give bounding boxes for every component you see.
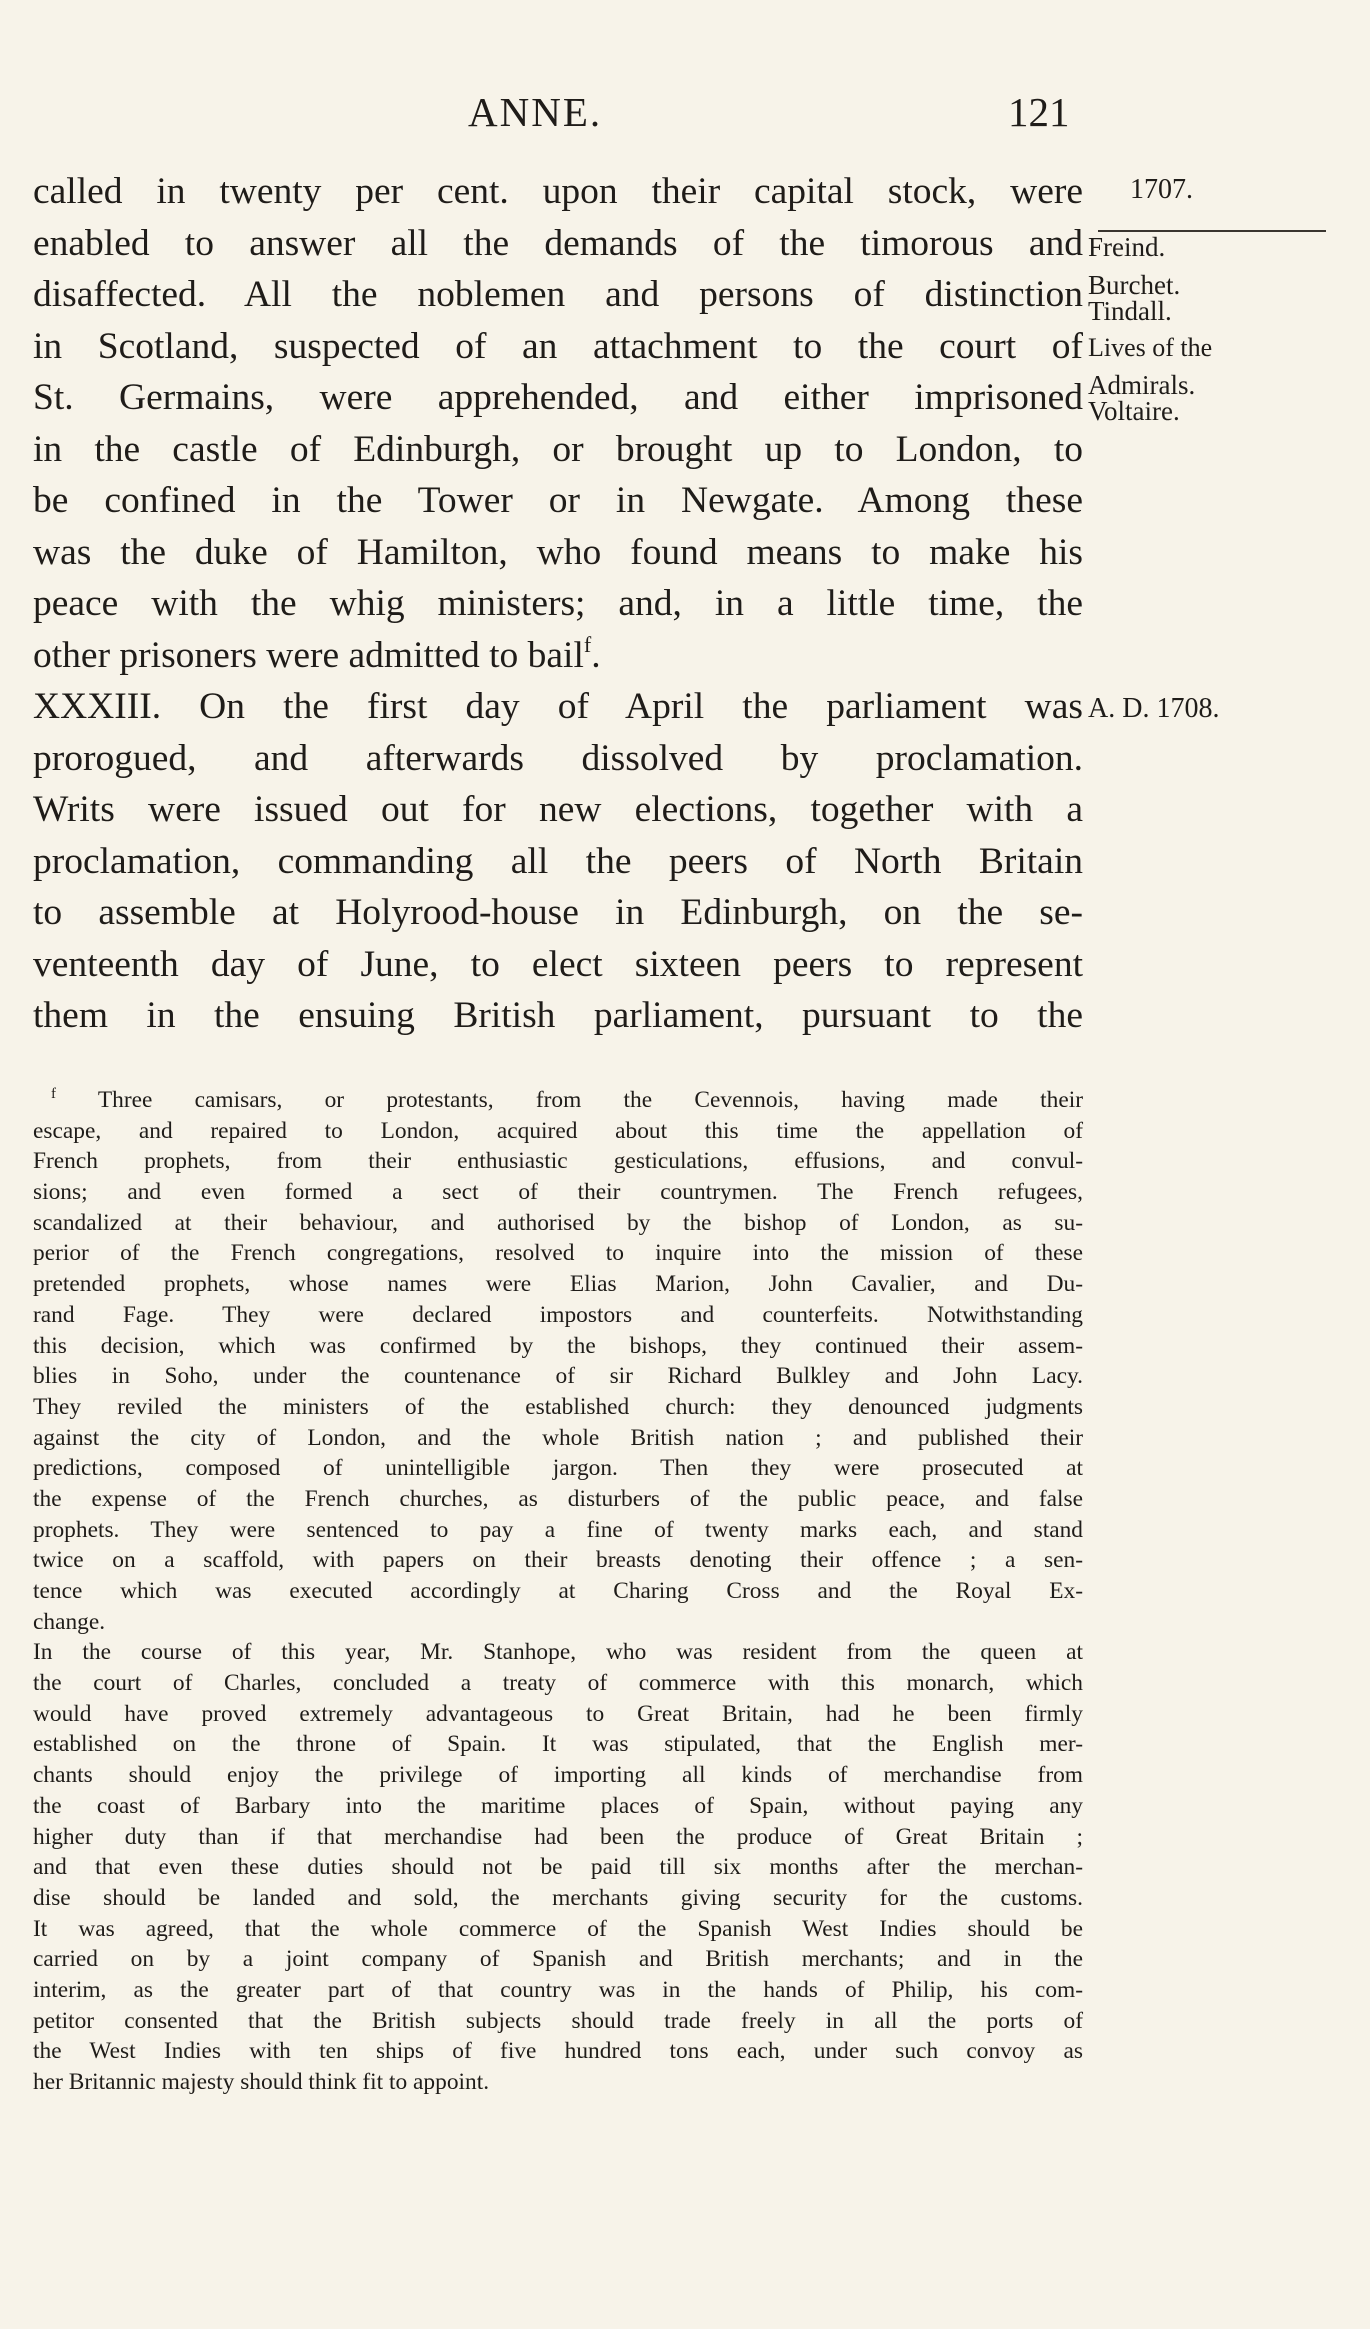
footnote-line: interim, as the greater part of that country was in the hands of Philip, his com- [33, 1976, 1083, 2003]
footnote-line: chants should enjoy the privilege of importing all kinds of merchandise from [33, 1762, 1083, 1789]
margin-date: A. D. 1708. [1088, 693, 1220, 724]
margin-source: Tindall. [1088, 296, 1172, 326]
text-line: to assemble at Holyrood-house in Edinburgh, on the se- [33, 892, 1083, 933]
footnote-line: the coast of Barbary into the maritime places of Spain, without paying any [33, 1792, 1083, 1819]
text-line [33, 630, 1083, 682]
text-fragment: . [591, 634, 601, 676]
footnote-line: pretended prophets, whose names were Elias Marion, John Cavalier, and Du- [33, 1271, 1083, 1298]
footnote-line: petitor consented that the British subjects should trade freely in all the ports of [33, 2007, 1083, 2034]
footnote-line: tence which was executed accordingly at Charing Cross and the Royal Ex- [33, 1578, 1083, 1604]
text-line: disaffected. All the noblemen and persons of distinction [33, 274, 1083, 315]
text-line: in the castle of Edinburgh, or brought up to London, to [33, 428, 1083, 470]
footnote-line: dise should be landed and sold, the merchants giving security for the customs. [33, 1884, 1083, 1911]
text-line: St. Germains, were apprehended, and either imprisoned [33, 377, 1083, 418]
footnote-marker: f [51, 1086, 56, 1102]
footnote-line [33, 1085, 1083, 1116]
margin-source: Voltaire. [1088, 396, 1180, 426]
text-fragment: other prisoners were admitted to bail [33, 634, 584, 676]
footnote-line: change. [33, 1608, 106, 1635]
footnote-line: In the course of this year, Mr. Stanhope, who was resident from the queen at [33, 1639, 1083, 1666]
footnote-line: her Britannic majesty should think fit to appoint. [33, 2069, 490, 2095]
section-heading-line: XXXIII. On the first day of April the parliament was [33, 686, 1083, 727]
text-line: peace with the whig ministers; and, in a little time, the [33, 583, 1083, 624]
footnote-line: sions; and even formed a sect of their countrymen. The French refugees, [33, 1179, 1083, 1206]
main-text [33, 166, 1083, 1042]
margin-source: Burchet. [1088, 270, 1181, 300]
text-line: was the duke of Hamilton, who found means to make his [33, 531, 1083, 573]
text-line: be confined in the Tower or in Newgate. Among these [33, 480, 1083, 521]
page-number: 121 [1008, 89, 1070, 135]
footnote-line: perior of the French congregations, resolved to inquire into the mission of these [33, 1240, 1083, 1267]
footnote-line: rand Fage. They were declared impostors and counterfeits. Notwithstanding [33, 1301, 1083, 1328]
text-line: them in the ensuing British parliament, pursuant to the [33, 995, 1083, 1036]
footnotes [33, 1085, 1083, 2098]
footnote-line: escape, and repaired to London, acquired about this time the appellation of [33, 1117, 1083, 1144]
text-line: enabled to answer all the demands of the timorous and [33, 222, 1083, 264]
text-line: Writs were issued out for new elections, together with a [33, 789, 1083, 830]
footnote-line: and that even these duties should not be paid till six months after the merchan- [33, 1854, 1083, 1881]
footnote-line: the West Indies with ten ships of five hundred tons each, under such convoy as [33, 2038, 1083, 2065]
footnote-line: prophets. They were sentenced to pay a fine of twenty marks each, and stand [33, 1516, 1083, 1543]
footnote-line: higher duty than if that merchandise had been the produce of Great Britain ; [33, 1823, 1083, 1850]
footnote-line: carried on by a joint company of Spanish and British merchants; and in the [33, 1946, 1083, 1973]
text-line: in Scotland, suspected of an attachment to the court of [33, 325, 1083, 367]
text-line: called in twenty per cent. upon their capital stock, were [33, 171, 1083, 212]
text-line: proclamation, commanding all the peers of North Britain [33, 840, 1083, 882]
margin-year: 1707. [1130, 174, 1193, 205]
page-header [0, 88, 1370, 138]
footnote-line: the court of Charles, concluded a treaty of commerce with this monarch, which [33, 1670, 1083, 1697]
footnote-line: twice on a scaffold, with papers on their breasts denoting their offence ; a sen- [33, 1547, 1083, 1574]
margin-source: Lives of the [1088, 333, 1213, 362]
footnote-line: French prophets, from their enthusiastic gesticulations, effusions, and convul- [33, 1148, 1083, 1175]
footnote-line: the expense of the French churches, as disturbers of the public peace, and false [33, 1485, 1083, 1512]
footnote-line: would have proved extremely advantageous to Great Britain, had he been firmly [33, 1700, 1083, 1727]
footnote-reference: f [583, 631, 592, 657]
footnote-line: They reviled the ministers of the established church: they denounced judgments [33, 1393, 1083, 1420]
footnote-line: blies in Soho, under the countenance of sir Richard Bulkley and John Lacy. [33, 1363, 1083, 1390]
margin-source: Admirals. [1088, 370, 1196, 400]
footnote-line: against the city of London, and the whole British nation ; and published their [33, 1424, 1083, 1451]
text-fragment: Three camisars, or protestants, from the Cevennois, having made their [56, 1087, 1083, 1113]
margin-source: Freind. [1088, 232, 1166, 262]
running-head: ANNE. [468, 89, 603, 135]
footnote-line: established on the throne of Spain. It was stipulated, that the English mer- [33, 1731, 1083, 1758]
footnote-line: predictions, composed of unintelligible jargon. Then they were prosecuted at [33, 1455, 1083, 1482]
text-line: prorogued, and afterwards dissolved by proclamation. [33, 737, 1083, 779]
footnote-line: It was agreed, that the whole commerce of the Spanish West Indies should be [33, 1915, 1083, 1942]
footnote-line: this decision, which was confirmed by the bishops, they continued their assem- [33, 1332, 1083, 1359]
text-line: venteenth day of June, to elect sixteen peers to represent [33, 943, 1083, 985]
footnote-line: scandalized at their behaviour, and authorised by the bishop of London, as su- [33, 1209, 1083, 1236]
